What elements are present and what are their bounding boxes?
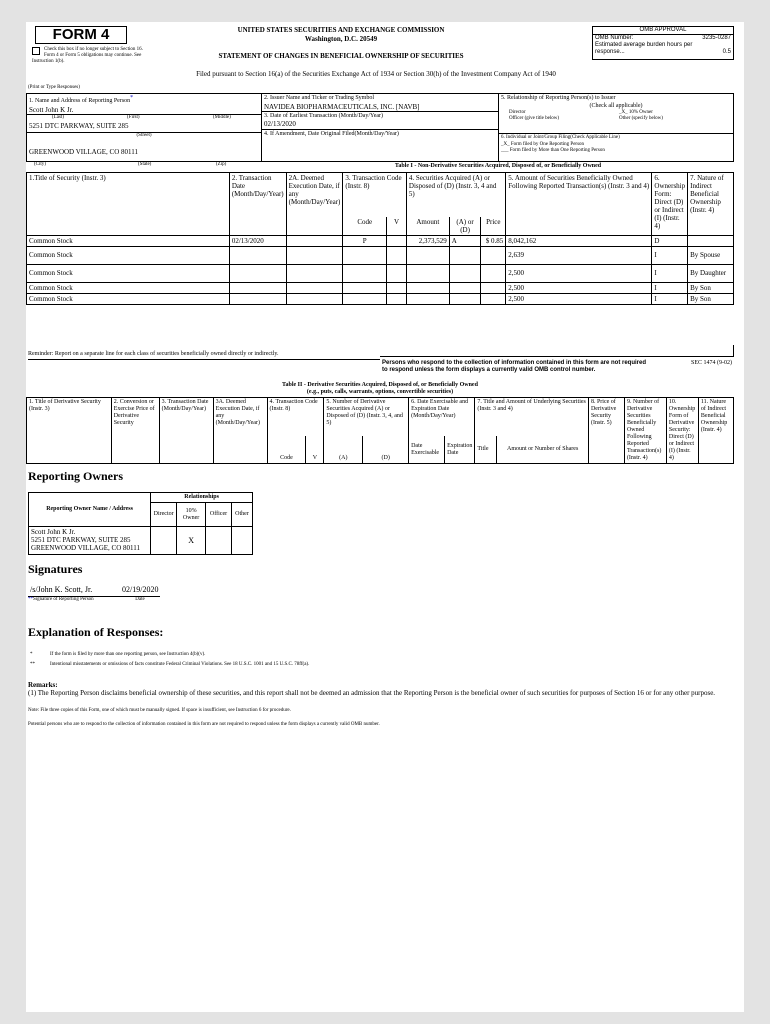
ten-pct-mark: _X_ [619,110,628,115]
owners-col-director: Director [151,503,177,527]
filing-one: _X_ Form filed by One Reporting Person [501,142,585,147]
t2-h3: 3. Transaction Date (Month/Day/Year) [159,398,213,464]
omb-burden-value: 0.5 [722,49,731,55]
middle-label: (Middle) [213,115,231,120]
t1-cell-price [481,246,506,264]
owner-address1: 5251 DTC PARKWAY, SUITE 285 [31,536,131,544]
first-label: (First) [127,115,140,120]
owners-relationships: Relationships [151,493,253,503]
t1-cell-date [229,282,286,293]
t1-cell-amount: 2,373,529 [406,235,449,246]
signature-date: 02/19/2020 [120,584,160,597]
t1-cell-security: Common Stock [27,264,230,282]
t2-h1: 1. Title of Derivative Security (Instr. 3) [27,398,112,464]
table1-row [27,264,734,282]
table1-row [27,235,734,246]
t1-sub-v: V [387,217,407,236]
t2-h3a: 3A. Deemed Execution Date, if any (Month/Day/Year) [213,398,267,464]
owner-other-cell [232,527,253,555]
t1-cell-form: I [652,264,688,282]
t2-sub-amount: Amount or Number of Shares [497,436,589,463]
section16-checkbox-row [32,47,144,65]
reminder-rule [380,345,734,357]
check-all-label: (Check all applicable) [589,103,643,109]
t2-h9: 9. Number of Derivative Securities Beneficially Owned Following Reported Transaction(s) (Instr. 4) [624,398,666,464]
remarks-label: Remarks: [28,681,58,689]
t1-cell-form: I [652,246,688,264]
t2-h6: 6. Date Exercisable and Expiration Date (Month/Day/Year) [409,398,475,437]
t2-sub-d: (D) [363,436,409,463]
t2-sub-exercisable: Date Exercisable [409,436,445,463]
owner-ten-pct-cell: X [177,527,206,555]
reporter-street: 5251 DTC PARKWAY, SUITE 285 [29,122,129,130]
t2-sub-v: V [306,436,324,463]
omb-title: OMB APPROVAL [593,27,733,35]
t1-h2a: 2A. Deemed Execution Date, if any (Month/Day/Year) [286,173,343,236]
t1-cell-deemed [286,293,343,304]
ten-pct-label: 10% Owner [628,110,653,115]
t1-cell-date [229,264,286,282]
t1-cell-amount [406,264,449,282]
t1-cell-form: I [652,293,688,304]
remarks-text: (1) The Reporting Person disclaims beneficial ownership of these securities, and this report shall not be deemed an admission that the Reporting Person is the beneficial owner of such securities for purposes of Section 16 or for any other purpose. [28,689,716,697]
note-potential: Potential persons who are to respond to the collection of information contained in this form are not required to respond unless the form displays a currently valid OMB number. [28,722,380,727]
t2-h5: 5. Number of Derivative Securities Acquired (A) or Disposed of (D) (Instr. 3, 4, and 5) [324,398,409,437]
t1-cell-v [387,235,407,246]
t1-cell-aord [449,246,481,264]
print-note: (Print or Type Responses) [28,85,80,90]
t1-sub-price: Price [481,217,506,236]
owner-address2: GREENWOOD VILLAGE, CO 80111 [31,544,141,552]
t1-cell-security: Common Stock [27,293,230,304]
zip-label: (Zip) [216,162,227,167]
reporter-name: Scott John K Jr. [29,106,74,114]
omb-number-label: OMB Number: [595,35,634,41]
owner-director-cell [151,527,177,555]
explanation-note2 [30,662,730,668]
note-copies: Note: File three copies of this Form, one of which must be manually signed. If space is insufficient, see Instruction 6 for procedure. [28,708,291,713]
t1-cell-code [343,282,387,293]
reporting-owners-table [28,492,253,555]
t2-h8: 8. Price of Derivative Security (Instr. 5) [588,398,624,464]
form-title: FORM 4 [35,26,127,44]
t1-cell-deemed [286,282,343,293]
earliest-date: 02/13/2020 [264,120,296,128]
t1-h4: 4. Securities Acquired (A) or Disposed of (D) (Instr. 3, 4 and 5) [406,173,505,217]
owners-col-other: Other [232,503,253,527]
t1-cell-security: Common Stock [27,246,230,264]
t2-sub-expiration: Expiration Date [445,436,475,463]
t1-cell-amount [406,246,449,264]
t1-cell-date: 02/13/2020 [229,235,286,246]
relationship-box [498,93,734,134]
earliest-date-label: 3. Date of Earliest Transaction (Month/Day/Year) [264,113,384,119]
reminder-text: Reminder: Report on a separate line for each class of securities beneficially owned directly or indirectly. [28,351,279,357]
t1-h7: 7. Nature of Indirect Beneficial Ownership (Instr. 4) [688,173,734,236]
t1-cell-owned: 2,500 [506,282,652,293]
section16-checkbox[interactable] [32,47,40,55]
note2-star: ** [30,662,35,667]
t1-h5: 5. Amount of Securities Beneficially Owned Following Reported Transaction(s) (Instr. 3 and 4) [506,173,652,236]
filing-more: ___ Form filed by More than One Reporting Person [501,148,605,153]
signature-footnote-link[interactable]: ** [28,597,33,602]
agency-city: Washington, D.C. 20549 [304,35,378,43]
omb-number-value: 3235-0287 [702,35,731,41]
reporting-owners-heading: Reporting Owners [28,469,123,483]
t1-cell-deemed [286,264,343,282]
omb-burden-label: Estimated average burden hours per response... [595,42,693,55]
reporter-city: GREENWOOD VILLAGE, CO 80111 [29,148,139,156]
t1-cell-form: D [652,235,688,246]
t1-h6: 6. Ownership Form: Direct (D) or Indirect (I) (Instr. 4) [652,173,688,236]
t2-h11: 11. Nature of Indirect Beneficial Ownership (Instr. 4) [698,398,733,464]
owner-row [29,527,253,555]
t1-cell-code [343,293,387,304]
t1-cell-v [387,282,407,293]
explanation-note1 [30,652,730,658]
t1-cell-nature: By Son [688,293,734,304]
t1-sub-aord: (A) or (D) [449,217,481,236]
t1-cell-price [481,293,506,304]
t1-cell-code: P [343,235,387,246]
t1-cell-security: Common Stock [27,282,230,293]
t2-sub-title: Title [475,436,497,463]
t1-h2: 2. Transaction Date (Month/Day/Year) [229,173,286,236]
t1-cell-aord [449,293,481,304]
street-label: (Street) [27,132,261,139]
note2-text: Intentional misstatements or omissions of facts constitute Federal Criminal Violations. See 18 U.S.C. 1001 and 15 U.S.C. 78ff(a). [50,662,310,667]
table1-row [27,246,734,264]
t1-cell-date [229,293,286,304]
city-label: (City) [34,162,46,167]
owner-name-address [29,527,151,555]
note1-star: * [30,652,33,657]
t1-cell-nature [688,235,734,246]
t1-cell-deemed [286,235,343,246]
t1-cell-v [387,293,407,304]
t1-cell-aord [449,282,481,293]
signature-date-block [120,584,160,603]
t1-cell-owned: 2,639 [506,246,652,264]
t2-h10: 10. Ownership Form of Derivative Security: Direct (D) or Indirect (I) (Instr. 4) [666,398,698,464]
signature-date-label: Date [135,597,145,602]
t1-cell-v [387,264,407,282]
t1-h1: 1.Title of Security (Instr. 3) [27,173,230,236]
t1-cell-aord: A [449,235,481,246]
director-label: Director [509,110,526,115]
owners-col-ten-pct: 10% Owner [177,503,206,527]
omb-approval-box [592,26,734,60]
t1-cell-price [481,264,506,282]
t2-h2: 2. Conversion or Exercise Price of Derivative Security [111,398,159,464]
t1-cell-owned: 8,042,162 [506,235,652,246]
t1-cell-security: Common Stock [27,235,230,246]
t1-sub-code: Code [343,217,387,236]
statement-title: STATEMENT OF CHANGES IN BENEFICIAL OWNERSHIP OF SECURITIES [218,52,464,60]
explanation-heading: Explanation of Responses: [28,625,164,639]
t2-h4: 4. Transaction Code (Instr. 8) [267,398,324,437]
t1-cell-v [387,246,407,264]
table1-row [27,293,734,304]
table1 [26,172,734,305]
agency-name: UNITED STATES SECURITIES AND EXCHANGE COMMISSION [237,26,445,34]
relationship-label: 5. Relationship of Reporting Person(s) to Issuer [501,95,616,101]
officer-option: Officer (give title below) [509,116,560,121]
t1-cell-nature: By Spouse [688,246,734,264]
signature-value: /s/John K. Scott, Jr. [28,584,120,597]
other-option: Other (specify below) [619,116,663,121]
form-page [26,22,744,1012]
t1-cell-owned: 2,500 [506,293,652,304]
t1-cell-nature: By Son [688,282,734,293]
last-label: (Last) [52,115,64,120]
t1-cell-form: I [652,282,688,293]
t1-cell-aord [449,264,481,282]
t1-cell-owned: 2,500 [506,264,652,282]
table2-title: Table II - Derivative Securities Acquired, Disposed of, or Beneficially Owned [282,382,478,388]
t1-sub-amount: Amount [406,217,449,236]
reporter-label: 1. Name and Address of Reporting Person [29,98,131,104]
table2-subtitle: (e.g., puts, calls, warrants, options, convertible securities) [306,389,454,395]
t1-cell-code [343,246,387,264]
note1-text: If the form is filed by more than one reporting person, see Instruction 4(b)(v). [50,652,206,657]
t1-cell-code [343,264,387,282]
t2-h7: 7. Title and Amount of Underlying Securities (Instr. 3 and 4) [475,398,589,437]
t1-cell-price [481,282,506,293]
filing-label: 6. Individual or Joint/Group Filing(Check Applicable Line) [501,135,620,140]
signature-block [28,584,120,603]
issuer-name: NAVIDEA BIOPHARMACEUTICALS, INC. [NAVB] [264,103,420,111]
state-label: (State) [138,162,152,167]
signature-label: Signature of Reporting Person [33,597,94,602]
t1-h3: 3. Transaction Code (Instr. 8) [343,173,407,217]
filing-box [498,133,734,162]
owners-col-officer: Officer [206,503,232,527]
signatures-heading: Signatures [28,562,83,576]
t2-sub-a: (A) [324,436,363,463]
reminder-underline [28,359,380,360]
issuer-label: 2. Issuer Name and Ticker or Trading Symbol [264,95,374,101]
t1-cell-nature: By Daughter [688,264,734,282]
owners-col-name: Reporting Owner Name / Address [29,493,151,527]
reporter-box [26,93,262,162]
t1-cell-price: $ 0.85 [481,235,506,246]
table2 [26,397,734,464]
reporter-footnote-link[interactable]: * [130,95,134,101]
owner-officer-cell [206,527,232,555]
sec-code: SEC 1474 (9-02) [691,360,732,366]
section16-checkbox-label: Check this box if no longer subject to Section 16. Form 4 or Form 5 obligations may continue. See Instruction 1(b). [32,47,143,64]
t1-cell-amount [406,282,449,293]
t1-cell-date [229,246,286,264]
persons-notice: Persons who respond to the collection of information contained in this form are not required to respond unless the form displays a currently valid OMB control number. [382,360,647,373]
owner-name: Scott John K Jr. [31,528,76,536]
t2-sub-code: Code [267,436,306,463]
amendment-label: 4. If Amendment, Date Original Filed(Month/Day/Year) [264,131,399,137]
issuer-box [261,93,499,162]
t1-cell-amount [406,293,449,304]
t1-cell-deemed [286,246,343,264]
table1-row [27,282,734,293]
filed-pursuant: Filed pursuant to Section 16(a) of the Securities Exchange Act of 1934 or Section 30(h) of the Investment Company Act of 1940 [196,70,556,78]
table1-title: Table I - Non-Derivative Securities Acquired, Disposed of, or Beneficially Owned [394,163,602,169]
